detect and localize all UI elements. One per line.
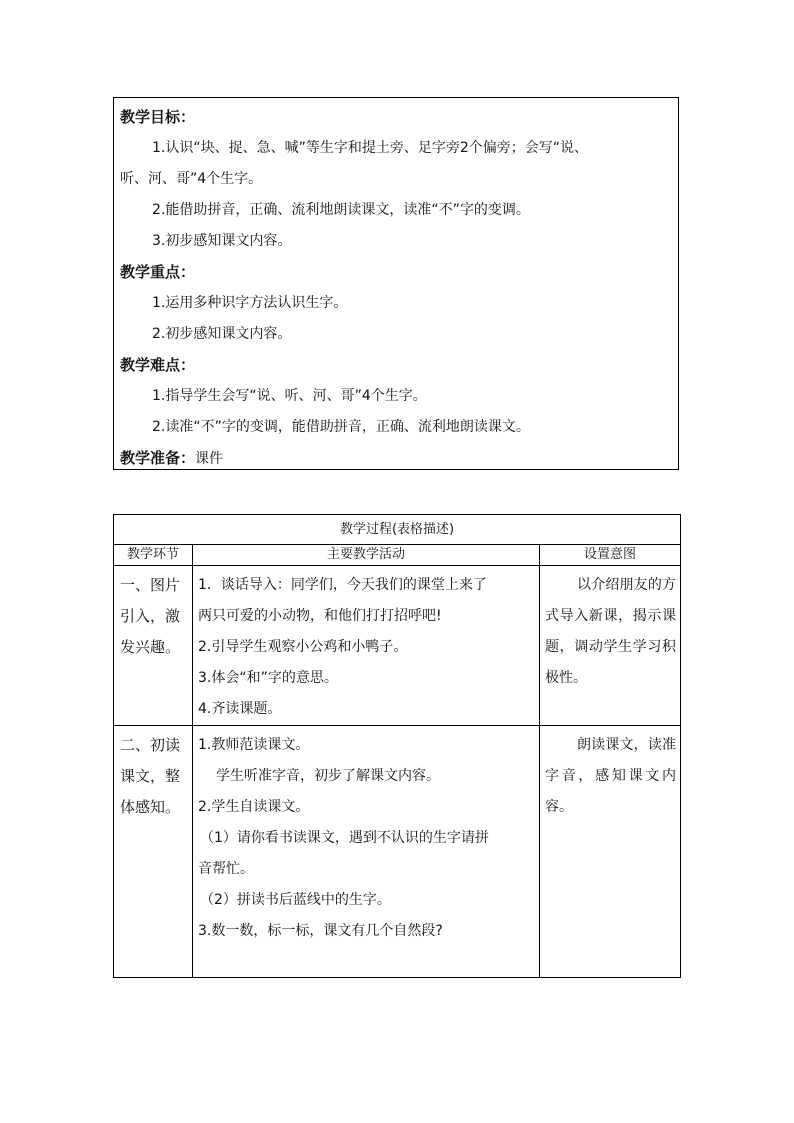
activity-line: 音帮忙。 (198, 861, 254, 877)
preparation-line (120, 443, 678, 474)
activity-line: 学生听准字音，初步了解课文内容。 (216, 768, 440, 784)
column-header-intent: 设置意图 (540, 545, 681, 566)
activity-line: 2.引导学生观察小公鸡和小鸭子。 (198, 639, 408, 655)
intent-text: 以介绍朋友的方式导入新课，揭示课题，调动学生学习积极性。 (545, 577, 677, 686)
stage-line: 一、图片 (120, 576, 181, 594)
key-point-item: 2.初步感知课文内容。 (152, 326, 292, 342)
objective-item: 2.能借助拼音，正确、流利地朗读课文，读准“不”字的变调。 (152, 202, 530, 218)
activity-line: 1.教师范读课文。 (198, 737, 310, 753)
key-point-item: 1.运用多种识字方法认识生字。 (152, 295, 348, 311)
stage-line: 课文，整 (120, 767, 181, 785)
column-header-activities: 主要教学活动 (193, 545, 540, 566)
difficulty-item: 2.读准“不”字的变调，能借助拼音，正确、流利地朗读课文。 (152, 419, 530, 435)
preparation-value: 课件 (195, 451, 224, 467)
activity-line: 3.数一数，标一标，课文有几个自然段? (198, 923, 443, 939)
column-header-stage: 教学环节 (114, 545, 193, 566)
stage-line: 二、初读 (120, 736, 181, 754)
lesson-overview-box (113, 97, 679, 470)
activity-line: 1．谈话导入：同学们，今天我们的课堂上来了 (198, 577, 487, 593)
teaching-process-table (113, 514, 681, 978)
activity-line: 两只可爱的小动物，和他们打打招呼吧! (198, 608, 442, 624)
difficulty-item: 1.指导学生会写“说、听、河、哥”4个生字。 (152, 388, 427, 404)
objectives-heading: 教学目标： (120, 108, 196, 126)
intent-cell (540, 726, 681, 978)
objective-item: 1.认识“块、捉、急、喊”等生字和提土旁、足字旁2个偏旁；会写“说、 (152, 140, 589, 156)
activity-line: 3.体会“和”字的意思。 (198, 670, 338, 686)
table-row (114, 726, 681, 978)
stage-line: 引入，激 (120, 607, 181, 625)
table-row (114, 566, 681, 726)
activity-line: （2）拼读书后蓝线中的生字。 (200, 892, 391, 908)
intent-text: 朗读课文，读准字音，感知课文内容。 (545, 737, 677, 815)
stage-cell (114, 566, 193, 726)
activity-line: 4.齐读课题。 (198, 701, 282, 717)
activities-cell (193, 726, 540, 978)
stage-line: 发兴趣。 (120, 638, 181, 656)
difficulties-heading: 教学难点： (120, 356, 196, 374)
table-caption: 教学过程(表格描述) (114, 515, 681, 545)
stage-cell (114, 726, 193, 978)
preparation-heading: 教学准备： (120, 449, 196, 467)
activities-cell (193, 566, 540, 726)
objective-item-continued: 听、河、哥”4个生字。 (120, 171, 263, 187)
intent-cell (540, 566, 681, 726)
key-points-heading: 教学重点： (120, 263, 196, 281)
objective-item: 3.初步感知课文内容。 (152, 233, 292, 249)
activity-line: （1）请你看书读课文，遇到不认识的生字请拼 (200, 830, 489, 846)
stage-line: 体感知。 (120, 798, 181, 816)
activity-line: 2.学生自读课文。 (198, 799, 310, 815)
